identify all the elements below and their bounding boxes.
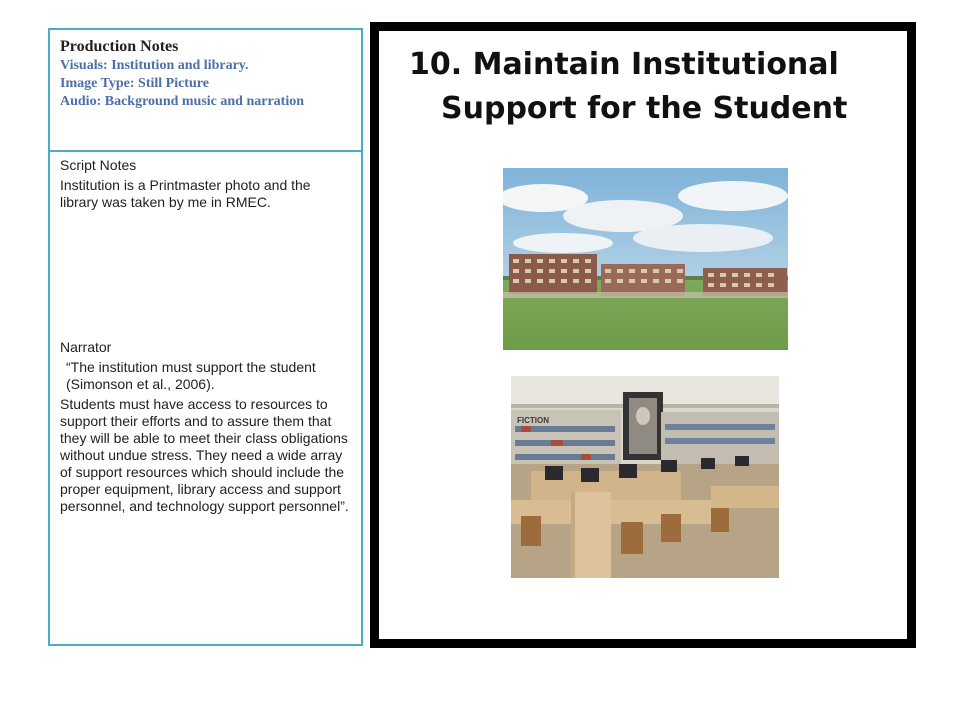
script-notes-box xyxy=(48,152,363,646)
script-notes-text: Institution is a Printmaster photo and the library was taken by me in RMEC. xyxy=(60,177,311,210)
slide-canvas xyxy=(379,31,907,639)
production-notes-title: Production Notes xyxy=(60,38,179,55)
production-notes-box xyxy=(48,28,363,152)
script-notes-heading: Script Notes xyxy=(60,157,137,173)
institution-photo xyxy=(503,168,788,350)
slide-title-line1: 10. Maintain Institutional xyxy=(409,47,839,82)
narrator-heading: Narrator xyxy=(60,339,112,355)
narrator-quote-start: “The institution must support the student (Simonson et al., 2006). xyxy=(66,359,316,392)
production-notes-visuals: Visuals: Institution and library. xyxy=(60,58,249,73)
library-sign-fiction: FICTION xyxy=(517,416,549,425)
slide-title-line2: Support for the Student xyxy=(441,91,848,126)
narrator-quote-body: Students must have access to resources to support their efforts and to assure them that they will be able to meet their class obligations without undue stress. They need a wide array of support resources which should include the proper equipment, library access and support personnel, and technology support personnel”. xyxy=(60,396,349,514)
production-notes-image-type: Image Type: Still Picture xyxy=(60,76,209,91)
slide-frame xyxy=(370,22,916,648)
library-photo xyxy=(511,376,779,578)
slide-title xyxy=(409,43,889,131)
production-notes-audio: Audio: Background music and narration xyxy=(60,94,305,109)
